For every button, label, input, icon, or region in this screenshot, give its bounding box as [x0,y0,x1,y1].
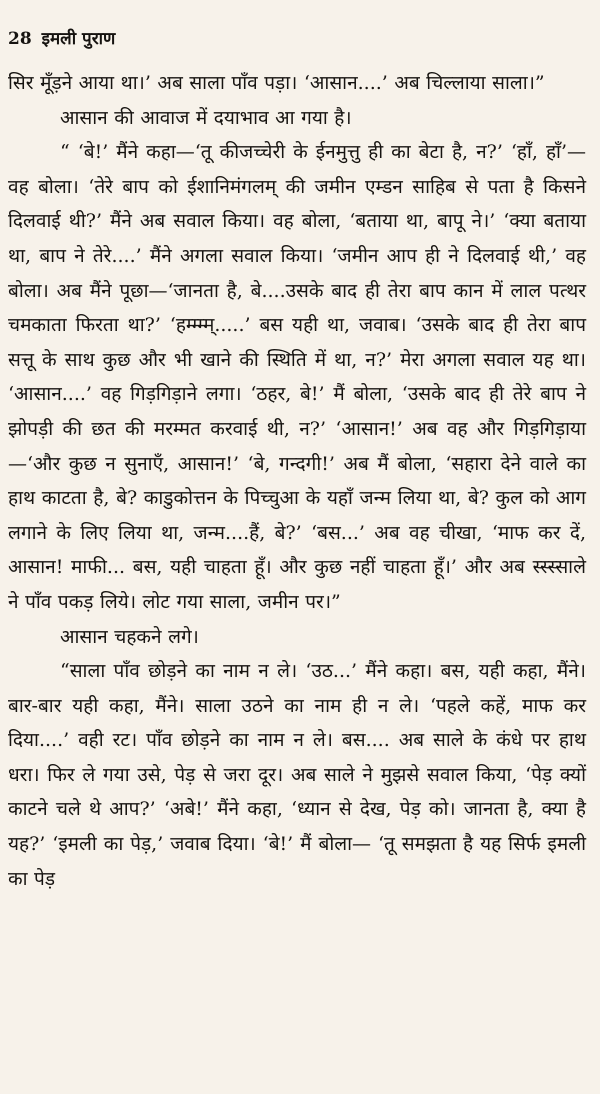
running-header [8,28,586,50]
paragraph-narration: आसान की आवाज में दयाभाव आ गया है। [60,106,352,129]
paragraph-narration-short: आसान चहकने लगे। [60,625,199,648]
paragraph-dialogue: “ ‘बे!’ मैंने कहा—‘तू कीजच्चेरी के ईनमुत्तु ही का बेटा है, न?’ ‘हाँ, हाँ’— वह बोला। ‘तेरे बाप को ईशानिमंगलम् की जमीन एम्डन साहिब से पता है किसने दिलवाई थी?’ मैंने अब सवाल किया। वह बोला, ‘बताया था, बापू ने।’ ‘क्या बताया था, बाप ने तेरे....’ मैंने अगला सवाल किया। ‘जमीन आप ही ने दिलवाई थी,’ वह बोला। अब मैंने पूछा—‘जानता है, बे....उसके बाद ही तेरा बाप कान में लाल पत्थर चमकाता फिरता था?’ ‘हम्म्म्म्.....’ बस यही था, जवाब। ‘उसके बाद ही तेरा बाप सत्तू के साथ कुछ और भी खाने की स्थिति में था, न?’ मेरा अगला सवाल यह था। ‘आसान....’ वह गिड़गिड़ाने लगा। ‘ठहर, बे!’ मैं बोला, ‘उसके बाद ही तेरे बाप ने झोपड़ी की छत की मरम्मत करवाई थी, न?’ ‘आसान!’ अब वह और गिड़गिड़ाया—‘और कुछ न सुनाएँ, आसान!’ ‘बे, गन्दगी!’ अब मैं बोला, ‘सहारा देने वाले का हाथ काटता है, बे? काडुकोत्तन के पिच्चुआ के यहाँ जन्म लिया था, बे? कुल को आग लगाने के लिए लिया था, जन्म....हैं, बे?’ ‘बस...’ अब वह चीखा, ‘माफ कर दें, आसान! माफी... बस, यही चाहता हूँ। और कुछ नहीं चाहता हूँ।’ और अब स्स्स्साले ने पाँव पकड़ लिये। लोट गया साला, जमीन पर।” [8,141,586,613]
paragraph-dialogue-continued: “साला पाँव छोड़ने का नाम न ले। ‘उठ...’ मैंने कहा। बस, यही कहा, मैंने। बार-बार यही कहा, मैंने। साला उठने का नाम ही न ले। ‘पहले कहें, माफ कर दिया....’ वही रट। पाँव छोड़ने का नाम न ले। बस.... अब साले के कंधे पर हाथ धरा। फिर ले गया उसे, पेड़ से जरा दूर। अब साले ने मुझसे सवाल किया, ‘पेड़ क्यों काटने चले थे आप?’ ‘अबे!’ मैंने कहा, ‘ध्यान से देख, पेड़ को। जानता है, क्या है यह?’ ‘इमली का पेड़,’ जवाब दिया। ‘बे!’ मैं बोला— ‘तू समझता है यह सिर्फ इमली का पेड़ [8,660,586,890]
paragraph-continuation: सिर मूँड़ने आया था।’ अब साला पाँव पड़ा। ‘आसान....’ अब चिल्लाया साला।” [8,72,545,94]
page-number: 28 [8,29,32,49]
running-title: इमली पुराण [41,29,116,49]
